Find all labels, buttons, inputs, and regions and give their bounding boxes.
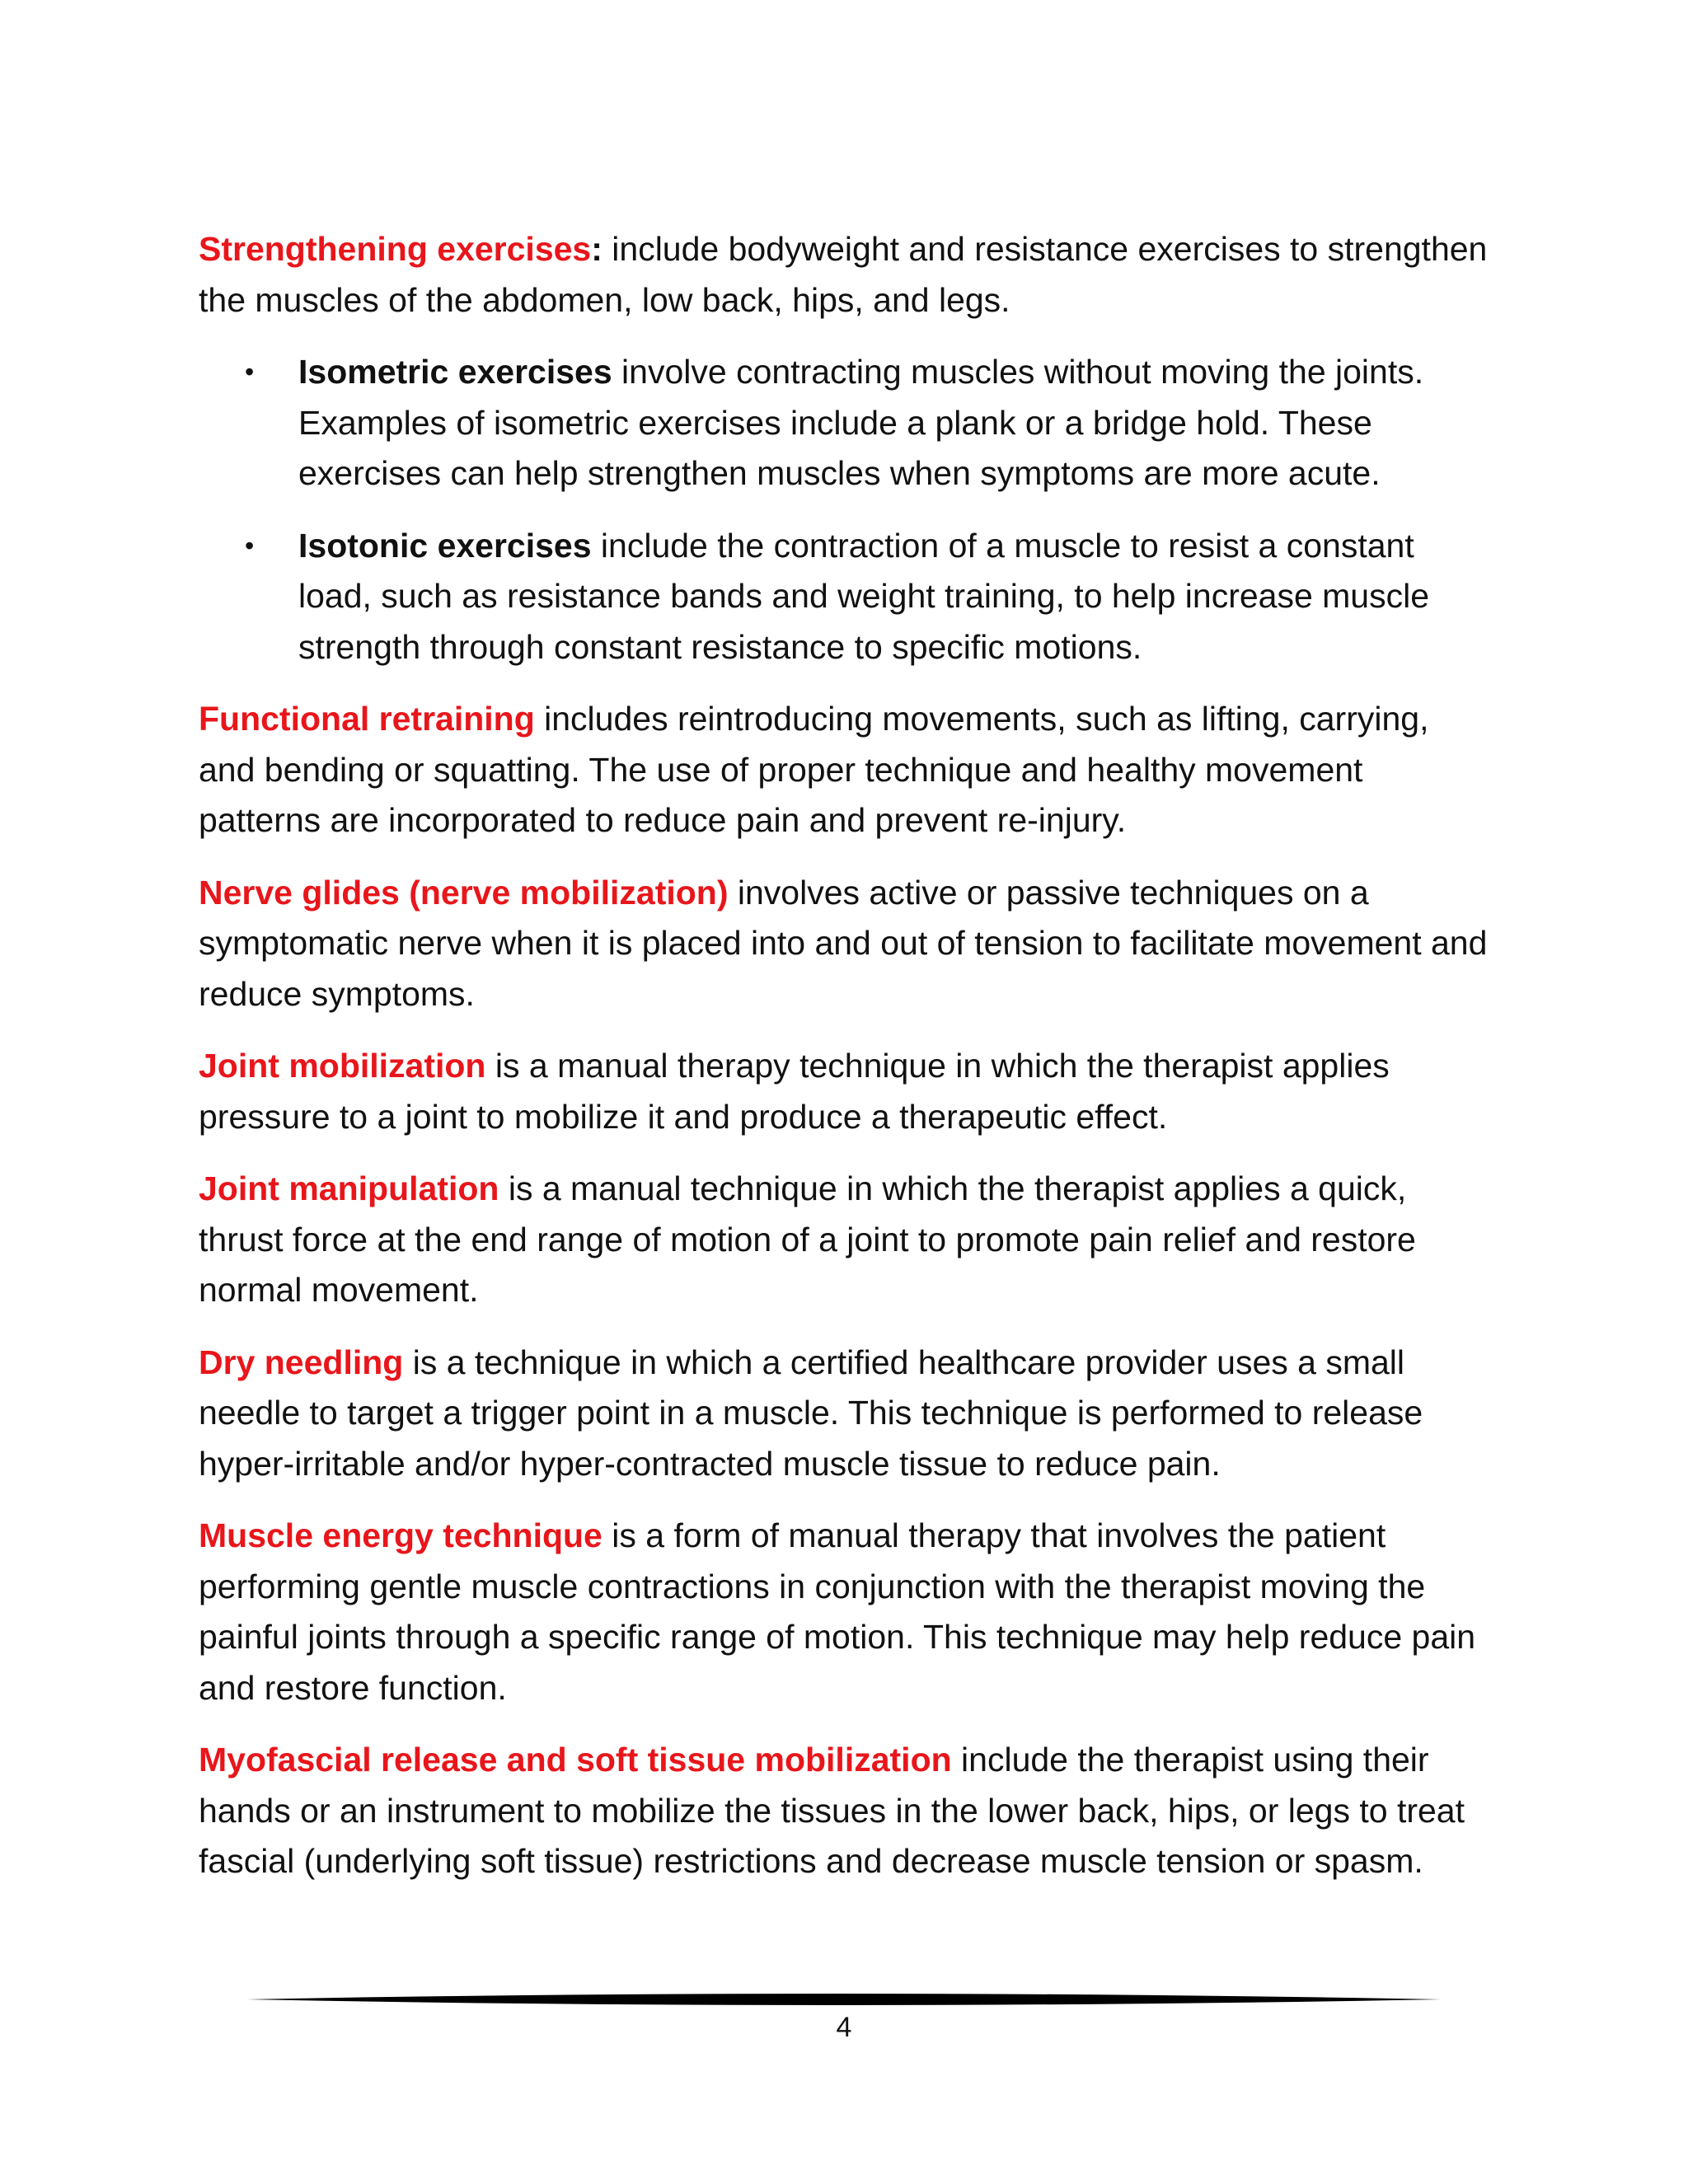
paragraph-text: is a manual technique in which the therapist applies a quick, thrust force at the end range of motion of a joint to promote pain relief and restore normal movement. (199, 1169, 1416, 1309)
paragraph-text: include the therapist using their hands or an instrument to mobilize the tissues in the lower back, hips, or legs to treat fascial (underlying soft tissue) restrictions and decrease muscle tension or spasm. (199, 1741, 1465, 1880)
bullet-list (199, 347, 1493, 673)
page-number: 4 (836, 2012, 852, 2043)
paragraph-text: is a technique in which a certified healthcare provider uses a small needle to target a trigger point in a muscle. This technique is performed to release hyper-irritable and/or hyper-contracted muscle tissue to reduce pain. (199, 1343, 1423, 1483)
paragraph-strengthening-exercises (199, 224, 1493, 326)
term-joint-mobilization: Joint mobilization (199, 1047, 486, 1085)
paragraph-text: is a form of manual therapy that involves the patient performing gentle muscle contractions in conjunction with the therapist moving the painful joints through a specific range of motion. This technique may help reduce pain and restore function. (199, 1516, 1476, 1707)
term-isotonic-exercises: Isotonic exercises (298, 526, 592, 565)
paragraph-text: include bodyweight and resistance exercises to strengthen the muscles of the abdomen, low back, hips, and legs. (199, 230, 1488, 319)
footer-divider-shape (247, 1994, 1441, 2005)
paragraph-joint-mobilization (199, 1041, 1493, 1142)
paragraph-text: is a manual therapy technique in which the therapist applies pressure to a joint to mobilize it and produce a therapeutic effect. (199, 1047, 1390, 1136)
bullet-icon: • (245, 357, 255, 387)
term-muscle-energy-technique: Muscle energy technique (199, 1516, 603, 1554)
paragraph-functional-retraining (199, 694, 1493, 846)
term-nerve-glides: Nerve glides (nerve mobilization) (199, 873, 729, 912)
paragraph-text: includes reintroducing movements, such as lifting, carrying, and bending or squatting. The use of proper technique and healthy movement patterns are incorporated to reduce pain and prevent re-injury. (199, 700, 1429, 839)
list-item-text: involve contracting muscles without moving the joints. Examples of isometric exercises include a plank or a bridge hold. These exercises can help strengthen muscles when symptoms are more acute. (298, 353, 1424, 492)
term-myofascial-release: Myofascial release and soft tissue mobilization (199, 1741, 952, 1779)
paragraph-text: involves active or passive techniques on a symptomatic nerve when it is placed into and out of tension to facilitate movement and reduce symptoms. (199, 873, 1488, 1013)
paragraph-dry-needling (199, 1338, 1493, 1490)
paragraph-muscle-energy-technique (199, 1511, 1493, 1713)
term-isometric-exercises: Isometric exercises (298, 353, 612, 391)
paragraph-myofascial-release (199, 1735, 1493, 1887)
term-dry-needling: Dry needling (199, 1343, 404, 1381)
term-colon: : (591, 230, 603, 268)
term-joint-manipulation: Joint manipulation (199, 1169, 499, 1207)
page-content (199, 224, 1493, 1909)
footer-divider (247, 1990, 1441, 2009)
list-item-isometric-exercises (199, 347, 1493, 499)
paragraph-joint-manipulation (199, 1164, 1493, 1316)
bullet-icon: • (245, 530, 255, 560)
paragraph-nerve-glides (199, 868, 1493, 1020)
list-item-isotonic-exercises (199, 521, 1493, 673)
term-functional-retraining: Functional retraining (199, 700, 535, 738)
term-strengthening-exercises: Strengthening exercises (199, 230, 592, 268)
list-item-text: include the contraction of a muscle to resist a constant load, such as resistance bands and weight training, to help increase muscle strength through constant resistance to specific motions. (298, 526, 1430, 666)
